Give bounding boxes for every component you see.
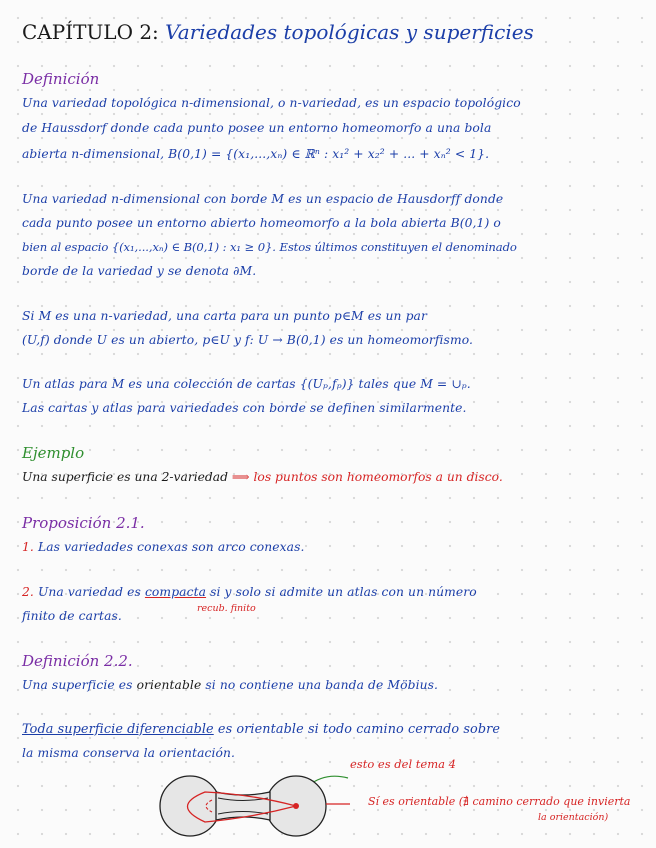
orientable-note: Sí es orientable (∄ camino cerrado que invierta — [368, 795, 631, 808]
chapter-topic: Variedades topológicas y superficies — [165, 20, 534, 44]
chapter-label: CAPÍTULO 2: — [22, 20, 159, 44]
orient-line-2: la misma conserva la orientación. — [22, 746, 236, 760]
surface-diagram — [150, 760, 350, 846]
superficie-diferenciable-keyword: Toda superficie diferenciable — [22, 722, 214, 737]
prop-item-2-post: si y solo si admite un atlas con un número — [210, 585, 477, 599]
border-line-3: bien al espacio {(x₁,...,xₙ) ∈ B(0,1) : x₁ ≥ 0}. Estos últimos constituyen el denominado — [22, 240, 517, 254]
orientable-note-line-2: la orientación) — [538, 812, 609, 823]
def22-line — [22, 678, 438, 692]
proposition-heading: Proposición 2.1. — [22, 514, 145, 532]
prop-item-2-line-2: finito de cartas. — [22, 609, 122, 623]
connecting-tube — [216, 792, 270, 820]
prop-item-2-pre: Una variedad es — [37, 585, 141, 599]
tema-4-note: esto es del tema 4 — [350, 757, 456, 771]
left-sphere — [160, 776, 220, 836]
example-lead: Una superficie es una 2-variedad — [22, 470, 228, 484]
border-line-1: Una variedad n-dimensional con borde M es un espacio de Hausdorff donde — [22, 192, 504, 206]
orient-line-1-post: es orientable si todo camino cerrado sobre — [217, 722, 501, 737]
compacta-keyword: compacta — [144, 585, 207, 599]
orientable-keyword: orientable — [136, 678, 202, 692]
def1-line-1: Una variedad topológica n-dimensional, o n-variedad, es un espacio topológico — [22, 96, 521, 110]
prop-item-1-text: Las variedades conexas son arco conexas. — [37, 540, 305, 554]
implies-arrow: ⟹ — [231, 470, 250, 484]
prop-item-2 — [22, 585, 477, 599]
carta-line-2: (U,f) donde U es un abierto, p∈U y f: U → B(0,1) es un homeomorfismo. — [22, 333, 474, 347]
border-line-4: borde de la variedad y se denota ∂M. — [22, 264, 257, 278]
atlas-line-1: Un atlas para M es una colección de cartas {(Uₚ,fₚ)} tales que M = ∪ₚ. — [22, 377, 471, 391]
prop-item-2-number: 2. — [22, 585, 34, 599]
base-point — [293, 803, 299, 809]
def1-line-3: abierta n-dimensional, B(0,1) = {(x₁,...,xₙ) ∈ ℝⁿ : x₁² + x₂² + ... + xₙ² < 1}. — [22, 147, 490, 161]
carta-line-1: Si M es una n-variedad, una carta para un punto p∈M es un par — [22, 309, 427, 323]
atlas-line-2: Las cartas y atlas para variedades con borde se definen similarmente. — [22, 401, 467, 415]
page-title — [22, 20, 534, 44]
definition-2-2-heading: Definición 2.2. — [22, 652, 133, 670]
example-result: los puntos son homeomorfos a un disco. — [253, 470, 503, 484]
border-line-2: cada punto posee un entorno abierto homeomorfo a la bola abierta B(0,1) o — [22, 216, 501, 230]
def22-post: si no contiene una banda de Möbius. — [205, 678, 439, 692]
example-heading: Ejemplo — [22, 444, 85, 462]
example-line — [22, 470, 503, 484]
prop-item-1-number: 1. — [22, 540, 34, 554]
orient-line-1 — [22, 722, 500, 737]
prop-item-1 — [22, 540, 305, 554]
recub-finito-note: recub. finito — [197, 603, 256, 614]
def1-line-2: de Haussdorf donde cada punto posee un entorno homeomorfo a una bola — [22, 121, 492, 135]
definition-heading: Definición — [22, 70, 100, 88]
def22-pre: Una superficie es — [22, 678, 133, 692]
